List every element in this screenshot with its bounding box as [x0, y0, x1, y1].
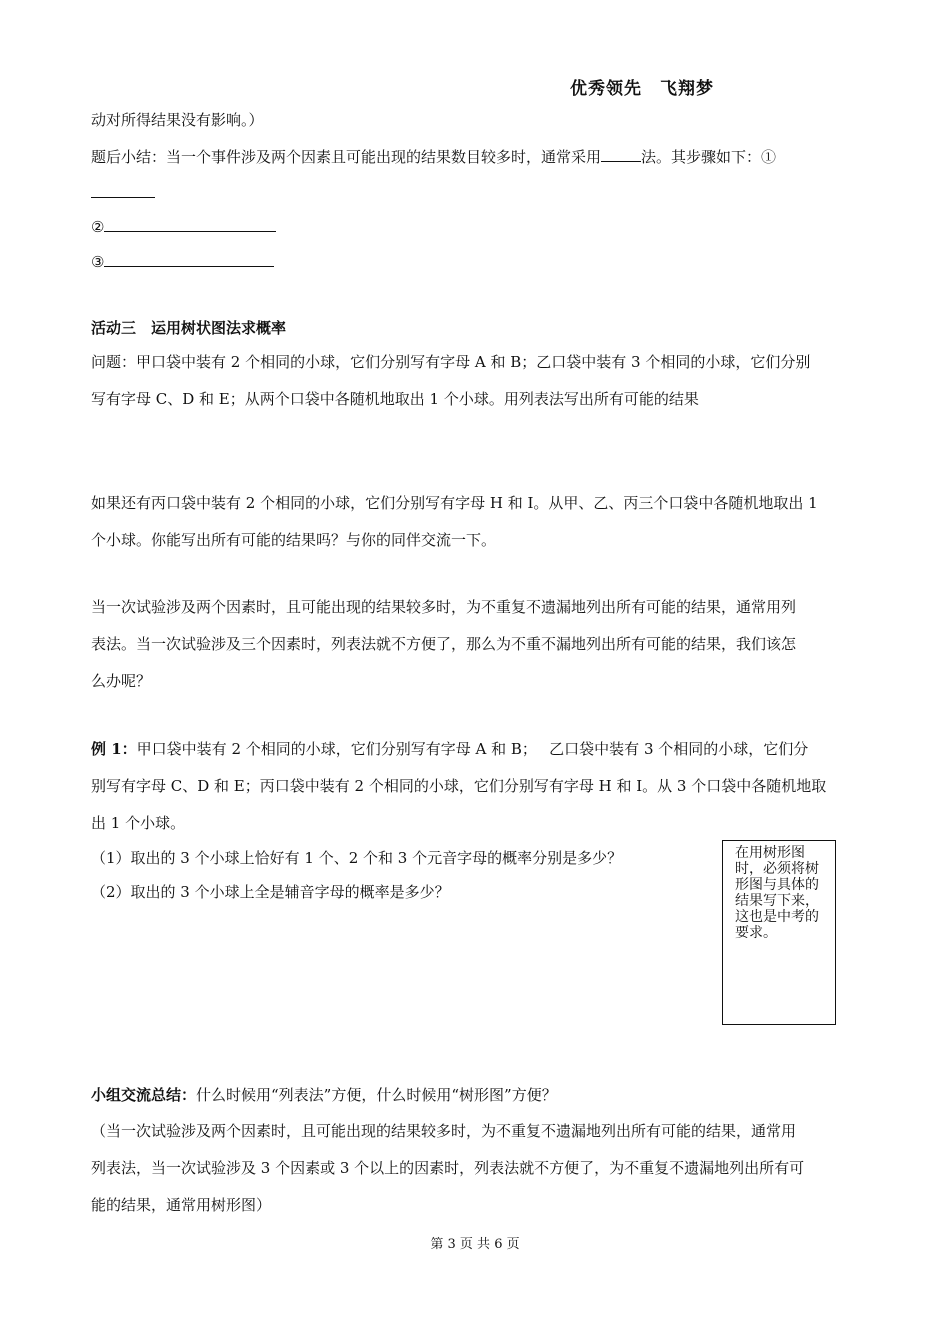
summary-answer-line1: （当一次试验涉及两个因素时，且可能出现的结果较多时，为不重复不遗漏地列出所有可能的结果，通常用: [91, 1122, 797, 1140]
activity3-question-line2: 写有字母 C、D 和 E；从两个口袋中各随机地取出 1 个小球。用列表法写出所有可能的结果: [91, 390, 699, 408]
example1-subquestion1: （1）取出的 3 个小球上恰好有 1 个、2 个和 3 个元音字母的概率分别是多少？: [91, 849, 623, 867]
example1-label: 例 1：: [91, 740, 137, 758]
summary-text-b: 法。其步骤如下：①: [641, 148, 777, 166]
activity3-para-line1: 当一次试验涉及两个因素时，且可能出现的结果较多时，为不重复不遗漏地列出所有可能的结果，通常用列: [91, 598, 797, 616]
post-question-summary: [91, 146, 776, 167]
activity3-question-line1: 问题：甲口袋中装有 2 个相同的小球，它们分别写有字母 A 和 B；乙口袋中装有 3 个相同的小球，它们分别: [91, 353, 811, 371]
step2-mark: ②: [91, 218, 105, 236]
step3-line: [91, 251, 274, 272]
activity3-para-line3: 么办呢？: [91, 672, 152, 690]
example1-line3: 出 1 个小球。: [91, 814, 186, 832]
step2-line: [91, 216, 276, 237]
activity3-question-line4: 个小球。你能写出所有可能的结果吗？与你的同伴交流一下。: [91, 531, 497, 549]
method-blank[interactable]: [601, 146, 641, 162]
activity3-title: 活动三 运用树状图法求概率: [91, 319, 287, 337]
activity3-para-line2: 表法。当一次试验涉及三个因素时，列表法就不方便了，那么为不重不漏地列出所有可能的结果，我们该怎: [91, 635, 797, 653]
summary-answer-line3: 能的结果，通常用树形图）: [91, 1196, 272, 1214]
line-result-no-effect: 动对所得结果没有影响。）: [91, 111, 264, 129]
step3-blank[interactable]: [104, 251, 274, 267]
summary-answer-line2: 列表法，当一次试验涉及 3 个因素或 3 个以上的因素时，列表法就不方便了，为不重复不遗漏地列出所有可: [91, 1159, 805, 1177]
example1-line2: 别写有字母 C、D 和 E；丙口袋中装有 2 个相同的小球，它们分别写有字母 H 和 I。从 3 个口袋中各随机地取: [91, 777, 827, 795]
tree-diagram-note-box: 在用树形图时，必须将树形图与具体的结果写下来，这也是中考的要求。: [722, 840, 836, 1025]
header-motto: 优秀领先 飞翔梦: [570, 79, 714, 99]
step1-blank-line: [91, 182, 155, 203]
step2-blank[interactable]: [104, 216, 276, 232]
page-number-footer: 第 3 页 共 6 页: [430, 1237, 520, 1252]
summary-question: 什么时候用“列表法”方便，什么时候用“树形图”方便？: [196, 1086, 557, 1104]
summary-question-line: [91, 1085, 557, 1105]
example1-line1: [91, 739, 808, 759]
example1-text1: 甲口袋中装有 2 个相同的小球，它们分别写有字母 A 和 B； 乙口袋中装有 3 个相同的小球，它们分: [136, 740, 809, 758]
activity3-question-line3: 如果还有丙口袋中装有 2 个相同的小球，它们分别写有字母 H 和 I。从甲、乙、丙三个口袋中各随机地取出 1: [91, 494, 818, 512]
step3-mark: ③: [91, 253, 105, 271]
example1-subquestion2: （2）取出的 3 个小球上全是辅音字母的概率是多少？: [91, 883, 450, 901]
step1-blank[interactable]: [91, 182, 155, 198]
summary-label: 小组交流总结：: [91, 1086, 197, 1104]
summary-text-a: 题后小结：当一个事件涉及两个因素且可能出现的结果数目较多时，通常采用: [91, 148, 602, 166]
